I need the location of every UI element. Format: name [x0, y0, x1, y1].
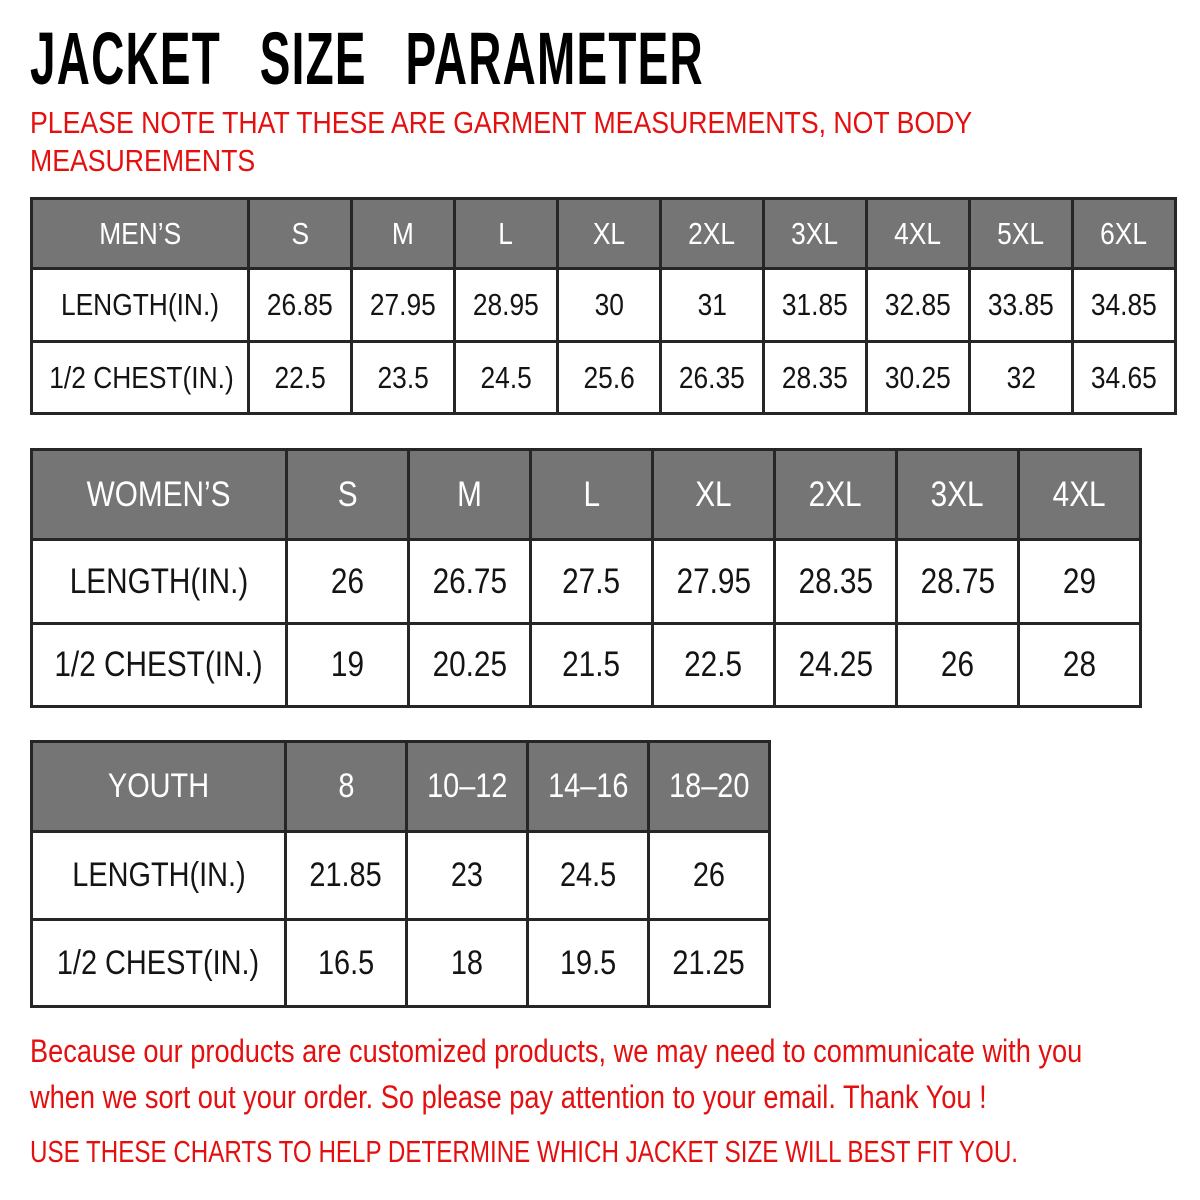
value-cell	[764, 269, 867, 342]
header-text: 18–20	[668, 767, 750, 805]
row-label	[32, 920, 286, 1007]
value-cell	[286, 920, 407, 1007]
value-cell	[649, 920, 770, 1007]
header-text: L	[498, 215, 514, 251]
measurement-note-line2	[30, 142, 1126, 180]
mens-chest-row	[32, 342, 1176, 414]
measurement-note-text2: MEASUREMENTS	[30, 143, 256, 178]
value-cell	[287, 624, 409, 707]
value-cell	[249, 342, 352, 414]
row-label	[32, 624, 287, 707]
header-text: S	[337, 474, 358, 514]
value-cell	[970, 342, 1073, 414]
header-text: 2XL	[688, 215, 736, 251]
mens-size-header-6xl	[1073, 199, 1176, 269]
measurement-note	[30, 104, 1126, 180]
womens-length-row	[32, 540, 1141, 624]
mens-size-header-4xl	[867, 199, 970, 269]
page-title	[30, 17, 1117, 100]
row-label	[32, 269, 249, 342]
value-text: 23	[450, 856, 484, 894]
mens-size-header-2xl	[661, 199, 764, 269]
value-text: 27.5	[562, 561, 621, 601]
measurement-note-line1	[30, 104, 1126, 142]
value-cell	[352, 342, 455, 414]
header-text: 4XL	[894, 215, 942, 251]
value-cell	[249, 269, 352, 342]
value-cell	[407, 920, 528, 1007]
womens-size-header-m	[409, 450, 531, 540]
value-text: 22.5	[684, 645, 743, 684]
row-label-text: 1/2 CHEST(IN.)	[49, 359, 234, 395]
womens-header-row	[32, 450, 1141, 540]
fit-advice-note	[30, 1130, 1200, 1174]
womens-table-title-cell	[32, 450, 287, 540]
row-label	[32, 832, 286, 920]
header-text: 4XL	[1053, 474, 1106, 514]
value-text: 21.5	[562, 645, 621, 684]
value-cell	[897, 624, 1019, 707]
measurement-note-text1: PLEASE NOTE THAT THESE ARE GARMENT MEASUREMENTS, NOT BODY	[30, 105, 973, 140]
value-cell	[867, 342, 970, 414]
value-text: 21.85	[309, 856, 383, 894]
mens-size-header-xl	[558, 199, 661, 269]
value-text: 28.35	[782, 359, 848, 395]
value-text: 33.85	[988, 287, 1054, 322]
header-text: 6XL	[1100, 215, 1148, 251]
youth-table-title-cell	[32, 742, 286, 832]
value-text: 26	[692, 856, 726, 894]
mens-size-header-s	[249, 199, 352, 269]
customization-notice-line2: when we sort out your order. So please pay attention to your email. Thank You !	[30, 1079, 987, 1115]
mens-size-header-m	[352, 199, 455, 269]
value-text: 26	[330, 561, 365, 601]
value-text: 26	[940, 645, 975, 684]
value-cell	[1019, 540, 1141, 624]
mens-header-row	[32, 199, 1176, 269]
value-text: 19	[330, 645, 365, 684]
youth-size-header-10-12	[407, 742, 528, 832]
womens-size-header-l	[531, 450, 653, 540]
value-cell	[653, 624, 775, 707]
customization-notice-line1: Because our products are customized products, we may need to communicate with you	[30, 1033, 1083, 1069]
womens-size-header-xl	[653, 450, 775, 540]
value-cell	[775, 540, 897, 624]
header-text: XL	[592, 215, 626, 251]
value-cell	[455, 342, 558, 414]
value-cell	[287, 540, 409, 624]
value-text: 23.5	[377, 359, 429, 395]
header-text: M	[392, 215, 414, 251]
value-cell	[528, 920, 649, 1007]
value-cell	[649, 832, 770, 920]
mens-size-table	[30, 197, 1177, 415]
mens-table-title: MEN’S	[98, 215, 181, 251]
header-text: XL	[695, 474, 732, 514]
value-text: 31	[697, 287, 727, 322]
value-cell	[407, 832, 528, 920]
value-text: 28.75	[920, 561, 995, 601]
value-text: 20.25	[432, 645, 507, 684]
value-cell	[558, 269, 661, 342]
row-label-text: LENGTH(IN.)	[60, 287, 220, 322]
value-cell	[531, 540, 653, 624]
value-cell	[455, 269, 558, 342]
value-text: 25.6	[583, 359, 635, 395]
womens-chest-row	[32, 624, 1141, 707]
value-text: 22.5	[274, 359, 326, 395]
row-label-text: 1/2 CHEST(IN.)	[54, 645, 264, 684]
value-text: 27.95	[676, 561, 751, 601]
header-text: 5XL	[997, 215, 1045, 251]
header-text: 8	[337, 767, 355, 805]
womens-table-title: WOMEN’S	[87, 474, 231, 514]
youth-chest-row	[32, 920, 770, 1007]
youth-table-title: YOUTH	[107, 767, 210, 805]
page-title-text: JACKET SIZE PARAMETER	[30, 17, 704, 100]
value-text: 28	[1062, 645, 1097, 684]
value-text: 24.25	[798, 645, 873, 684]
header-text: 14–16	[547, 767, 629, 805]
value-cell	[661, 269, 764, 342]
mens-length-row	[32, 269, 1176, 342]
womens-size-table	[30, 448, 1142, 708]
row-label-text: 1/2 CHEST(IN.)	[57, 943, 260, 982]
value-text: 26.35	[679, 359, 745, 395]
youth-header-row	[32, 742, 770, 832]
value-text: 29	[1062, 561, 1097, 601]
value-cell	[867, 269, 970, 342]
value-cell	[352, 269, 455, 342]
womens-size-header-3xl	[897, 450, 1019, 540]
value-text: 24.5	[559, 856, 617, 894]
value-cell	[661, 342, 764, 414]
value-cell	[286, 832, 407, 920]
value-text: 21.25	[672, 943, 746, 982]
value-cell	[1073, 342, 1176, 414]
value-text: 16.5	[317, 943, 375, 982]
value-text: 18	[450, 943, 484, 982]
womens-size-header-2xl	[775, 450, 897, 540]
value-text: 30	[594, 287, 624, 322]
row-label	[32, 540, 287, 624]
mens-size-header-3xl	[764, 199, 867, 269]
youth-size-table	[30, 740, 771, 1008]
value-text: 32	[1006, 359, 1036, 395]
header-text: 2XL	[809, 474, 862, 514]
value-text: 30.25	[885, 359, 951, 395]
value-cell	[1073, 269, 1176, 342]
womens-size-header-4xl	[1019, 450, 1141, 540]
row-label-text: LENGTH(IN.)	[71, 856, 246, 894]
value-cell	[409, 624, 531, 707]
value-text: 27.95	[370, 287, 436, 322]
header-text: L	[583, 474, 600, 514]
value-text: 28.35	[798, 561, 873, 601]
value-cell	[653, 540, 775, 624]
value-text: 26.75	[432, 561, 507, 601]
value-text: 26.85	[267, 287, 333, 322]
value-text: 34.65	[1091, 359, 1157, 395]
row-label	[32, 342, 249, 414]
value-text: 32.85	[885, 287, 951, 322]
mens-table-title-cell	[32, 199, 249, 269]
header-text: 3XL	[931, 474, 984, 514]
value-cell	[897, 540, 1019, 624]
value-cell	[531, 624, 653, 707]
customization-notice	[30, 1028, 1200, 1120]
mens-size-header-5xl	[970, 199, 1073, 269]
value-cell	[775, 624, 897, 707]
youth-size-header-18-20	[649, 742, 770, 832]
value-cell	[1019, 624, 1141, 707]
header-text: M	[457, 474, 482, 514]
value-cell	[970, 269, 1073, 342]
header-text: 10–12	[426, 767, 508, 805]
value-text: 19.5	[559, 943, 617, 982]
womens-size-header-s	[287, 450, 409, 540]
youth-length-row	[32, 832, 770, 920]
row-label-text: LENGTH(IN.)	[69, 561, 249, 601]
value-cell	[528, 832, 649, 920]
fit-advice-text: USE THESE CHARTS TO HELP DETERMINE WHICH JACKET SIZE WILL BEST FIT YOU.	[30, 1134, 1019, 1169]
mens-size-header-l	[455, 199, 558, 269]
value-text: 24.5	[480, 359, 532, 395]
value-cell	[558, 342, 661, 414]
header-text: S	[291, 215, 309, 251]
value-cell	[409, 540, 531, 624]
value-text: 31.85	[782, 287, 848, 322]
value-text: 34.85	[1091, 287, 1157, 322]
youth-size-header-14-16	[528, 742, 649, 832]
value-cell	[764, 342, 867, 414]
value-text: 28.95	[473, 287, 539, 322]
header-text: 3XL	[791, 215, 839, 251]
youth-size-header-8	[286, 742, 407, 832]
